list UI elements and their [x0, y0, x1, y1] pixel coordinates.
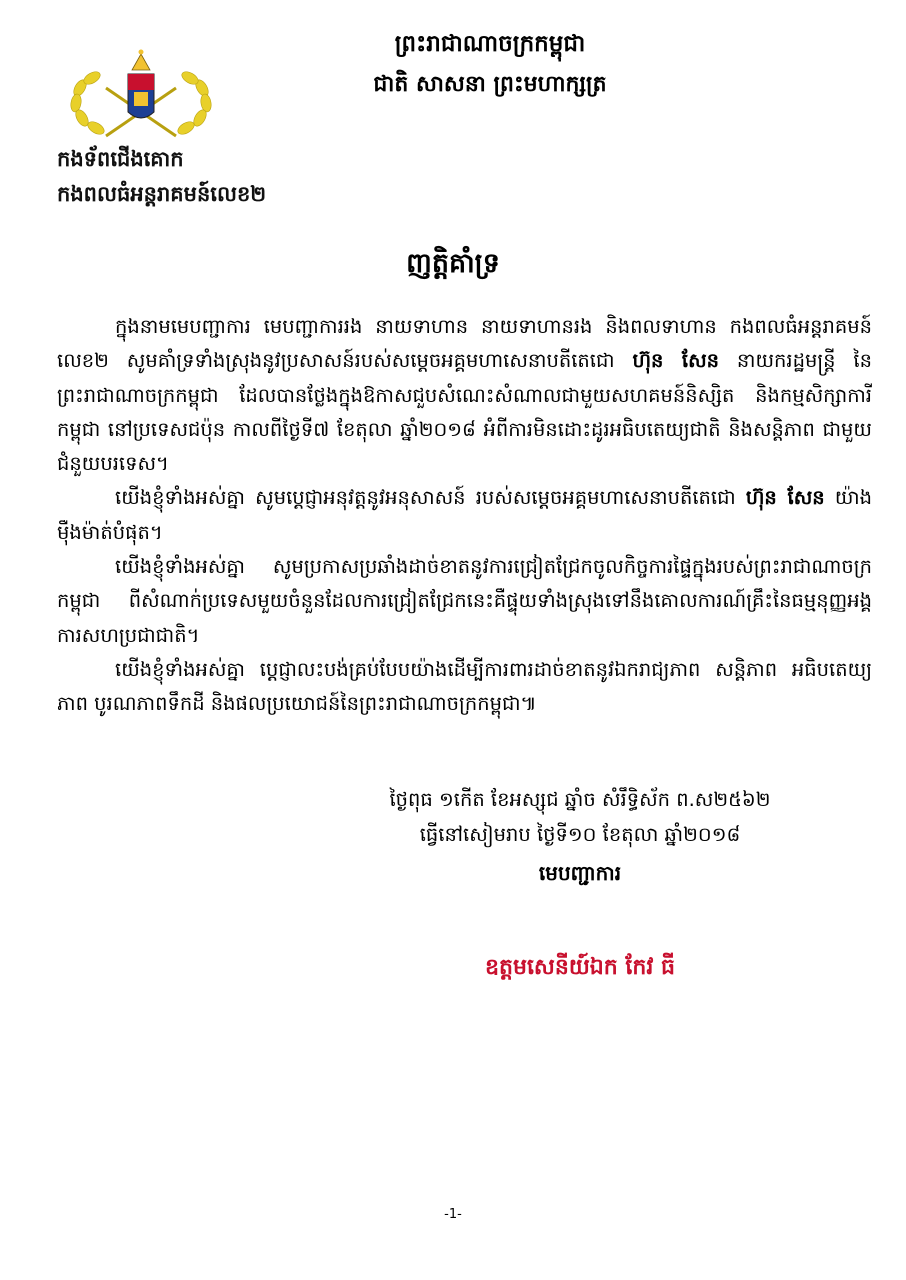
paragraph-2-text-b: យ៉ាងម៉ឺងម៉ាត់បំផុត។	[57, 486, 872, 544]
kingdom-heading: ព្រះរាជាណាចក្រកម្ពុជា	[394, 31, 586, 57]
national-motto: ជាតិ សាសនា ព្រះមហាក្សត្រ	[373, 72, 607, 97]
signer-name: ឧត្តមសេនីយ៍ឯក កែវ ធី	[485, 955, 675, 980]
signer-role: មេបញ្ជាការ	[538, 861, 622, 885]
paragraph-1-text-a: ក្នុងនាមមេបញ្ជាការ មេបញ្ជាការរង នាយទាហាន នាយទាហានរង និងពលទាហាន កងពលធំអន្តរាគមន៍លេខ២ សូមគាំទ្រទាំងស្រុងនូវប្រសាសន៍របស់សម្ដេចអគ្គមហាសេនាបតីតេជោ	[57, 315, 872, 373]
division-name: កងពលធំអន្តរាគមន៍លេខ២	[57, 182, 267, 206]
paragraph-2-text-a: យើងខ្ញុំទាំងអស់គ្នា សូមប្ដេជ្ញាអនុវត្តនូវអនុសាសន៍ របស់សម្ដេចអគ្គមហាសេនាបតីតេជោ	[115, 486, 746, 510]
page-number: -1-	[444, 1207, 462, 1222]
paragraph-2	[57, 481, 872, 550]
army-branch: កងទ័ពជើងគោក	[57, 147, 184, 171]
leader-name: ហ៊ុន សែន	[745, 486, 825, 510]
paragraph-1	[57, 310, 872, 481]
leader-name: ហ៊ុន សែន	[632, 349, 720, 373]
place-and-date: ធ្វើនៅសៀមរាប ថ្ងៃទី១០ ខែតុលា ឆ្នាំ២០១៨	[419, 823, 741, 846]
lunar-date: ថ្ងៃពុធ ១កើត ខែអស្សុជ ឆ្នាំច សំរឹទ្ធិស័ក ព.ស២៥៦២	[389, 788, 771, 811]
document-body	[57, 310, 872, 722]
army-crest-icon	[66, 48, 216, 140]
paragraph-1-text-b: នាយករដ្ឋមន្ត្រី នៃព្រះរាជាណាចក្រកម្ពុជា ដែលបានថ្លែងក្នុងឱកាសជួបសំណេះសំណាលជាមួយសហគមន៍និស្សិត និងកម្មសិក្សាការីកម្ពុជា នៅប្រទេសជប៉ុន កាលពីថ្ងៃទី៧ ខែតុលា ឆ្នាំ២០១៨ អំពីការមិនដោះដូរអធិបតេយ្យជាតិ និងសន្តិភាព ជាមួយជំនួយបរទេស។	[57, 349, 872, 476]
paragraph-3: យើងខ្ញុំទាំងអស់គ្នា សូមប្រកាសប្រឆាំងដាច់ខាតនូវការជ្រៀតជ្រែកចូលកិច្ចការផ្ទៃក្នុងរបស់ព្រះរាជាណាចក្រកម្ពុជា ពីសំណាក់ប្រទេសមួយចំនួនដែលការជ្រៀតជ្រែកនេះគឺផ្ទុយទាំងស្រុងទៅនឹងគោលការណ៍គ្រឹះនៃធម្មនុញ្ញអង្គការសហប្រជាជាតិ។	[57, 555, 872, 647]
document-title: ញត្តិគាំទ្រ	[406, 248, 500, 279]
paragraph-4: យើងខ្ញុំទាំងអស់គ្នា ប្ដេជ្ញាលះបង់គ្រប់បែបយ៉ាងដើម្បីការពារដាច់ខាតនូវឯករាជ្យភាព សន្តិភាព អធិបតេយ្យភាព បូរណភាពទឹកដី និងផលប្រយោជន៍នៃព្រះរាជាណាចក្រកម្ពុជា៕	[57, 657, 872, 716]
